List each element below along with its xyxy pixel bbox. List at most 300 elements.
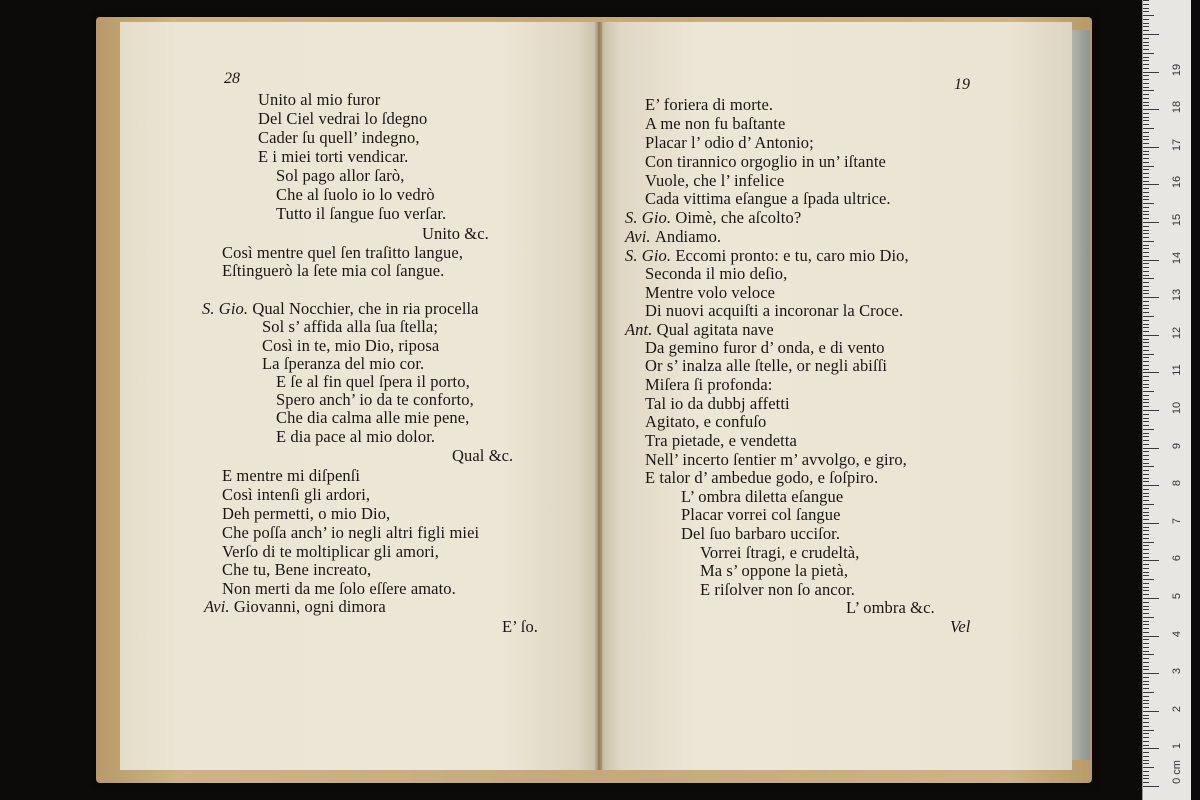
ruler-tick xyxy=(1143,737,1149,738)
ruler-tick xyxy=(1143,68,1149,69)
left-page-text-line xyxy=(222,467,360,485)
left-page-text-line xyxy=(258,91,380,109)
ruler-tick xyxy=(1143,730,1154,731)
ruler-label: 1 xyxy=(1171,743,1183,750)
verse-text: Miſera ſi profonda: xyxy=(645,375,773,394)
right-page-text-line xyxy=(645,284,775,302)
ruler-tick xyxy=(1143,688,1149,689)
ruler-tick xyxy=(1143,320,1149,321)
verse-text: E ſe al fin quel ſpera il porto, xyxy=(276,372,470,391)
speaker-label: S. Gio. xyxy=(625,246,676,265)
ruler-tick xyxy=(1143,418,1149,419)
ruler-tick xyxy=(1143,444,1149,445)
ruler-tick xyxy=(1143,557,1149,558)
ruler-tick xyxy=(1143,778,1149,779)
right-page-text-line xyxy=(645,302,903,320)
ruler-tick xyxy=(1143,196,1149,197)
ruler-tick xyxy=(1143,572,1149,573)
ruler-tick xyxy=(1143,203,1154,204)
ruler-tick xyxy=(1143,26,1149,27)
left-page-text-line xyxy=(452,447,513,465)
ruler-tick xyxy=(1143,60,1149,61)
ruler-tick xyxy=(1143,271,1149,272)
ruler-tick xyxy=(1143,147,1159,148)
ruler-label: 15 xyxy=(1171,213,1183,227)
ruler-tick xyxy=(1143,545,1149,546)
ruler-tick xyxy=(1143,609,1149,610)
ruler-tick xyxy=(1143,519,1149,520)
left-page-text-line xyxy=(202,300,479,318)
left-catchword: E’ ſo. xyxy=(502,617,539,636)
ruler-label: 11 xyxy=(1171,364,1183,377)
ruler-tick xyxy=(1143,357,1149,358)
speaker-label: Avi. xyxy=(204,597,234,616)
ruler-tick xyxy=(1143,410,1159,411)
ruler-tick xyxy=(1143,583,1149,584)
ruler-tick xyxy=(1143,331,1149,332)
ruler-tick xyxy=(1143,38,1149,39)
ruler-tick xyxy=(1143,530,1149,531)
ruler-tick xyxy=(1143,745,1149,746)
ruler-tick xyxy=(1143,199,1149,200)
left-page-text-line xyxy=(262,355,424,373)
right-page-text-line xyxy=(700,562,848,580)
ruler-tick xyxy=(1143,53,1154,54)
verse-text: Che dia calma alle mie pene, xyxy=(276,408,470,427)
ruler-tick xyxy=(1143,455,1149,456)
ruler-tick xyxy=(1143,485,1159,486)
ruler-tick xyxy=(1143,436,1149,437)
ruler-tick xyxy=(1143,94,1149,95)
ruler-tick xyxy=(1143,496,1149,497)
right-page-text-line xyxy=(645,265,787,283)
ruler-tick xyxy=(1143,666,1149,667)
ruler-label: 19 xyxy=(1171,63,1183,76)
ruler-tick xyxy=(1143,542,1154,543)
verse-text: L’ ombra &c. xyxy=(846,598,935,617)
ruler-tick xyxy=(1143,158,1149,159)
left-page-text-line xyxy=(276,167,404,185)
ruler-tick xyxy=(1143,715,1149,716)
ruler-label: 2 xyxy=(1171,705,1183,712)
ruler-tick xyxy=(1143,87,1149,88)
right-page-text-line xyxy=(645,115,785,133)
ruler-tick xyxy=(1143,15,1154,16)
ruler-tick xyxy=(1143,327,1149,328)
left-page-text-line xyxy=(222,580,456,598)
ruler-tick xyxy=(1143,399,1149,400)
ruler-tick xyxy=(1143,211,1149,212)
verse-text: E i miei torti vendicar. xyxy=(258,147,409,166)
right-page-text-line xyxy=(645,357,887,375)
ruler-tick xyxy=(1143,143,1149,144)
left-page-text-line xyxy=(222,543,439,561)
ruler-tick xyxy=(1143,184,1159,185)
ruler-label: 5 xyxy=(1171,592,1183,600)
ruler-tick xyxy=(1143,696,1149,697)
ruler-tick xyxy=(1143,639,1149,640)
ruler-tick xyxy=(1143,286,1149,287)
ruler-tick xyxy=(1143,654,1154,655)
ruler-tick xyxy=(1143,177,1149,178)
ruler-tick xyxy=(1143,711,1159,712)
ruler-tick xyxy=(1143,613,1149,614)
ruler-tick xyxy=(1143,474,1149,475)
right-page-text-line xyxy=(645,96,773,114)
ruler-tick xyxy=(1143,587,1149,588)
ruler-tick xyxy=(1143,647,1149,648)
ruler-tick xyxy=(1143,214,1149,215)
ruler-tick xyxy=(1143,57,1149,58)
verse-text: Unito al mio furor xyxy=(258,90,381,109)
ruler-tick xyxy=(1143,293,1149,294)
ruler-label: 6 xyxy=(1171,555,1183,562)
right-page-text-line xyxy=(645,432,797,450)
ruler-tick xyxy=(1143,553,1149,554)
ruler-tick xyxy=(1143,305,1149,306)
ruler-tick xyxy=(1143,515,1149,516)
ruler-tick xyxy=(1143,278,1154,279)
ruler-tick xyxy=(1143,429,1154,430)
verse-text: Unito &c. xyxy=(422,224,489,243)
verse-text: Qual &c. xyxy=(452,446,514,465)
ruler-tick xyxy=(1143,151,1149,152)
ruler-tick xyxy=(1143,79,1149,80)
ruler-tick xyxy=(1143,230,1149,231)
right-page-text-line xyxy=(645,190,891,208)
ruler-tick xyxy=(1143,117,1149,118)
ruler-tick xyxy=(1143,433,1149,434)
ruler-tick xyxy=(1143,767,1154,768)
ruler-tick xyxy=(1143,365,1149,366)
ruler-tick xyxy=(1143,380,1149,381)
right-page-text-line xyxy=(625,228,721,246)
ruler-tick xyxy=(1143,218,1149,219)
ruler-tick xyxy=(1143,534,1149,535)
ruler-tick xyxy=(1143,34,1159,35)
left-page-text-line xyxy=(276,186,435,204)
measurement-ruler xyxy=(1142,0,1191,800)
ruler-tick xyxy=(1143,275,1149,276)
verse-text: Vorrei ſtragi, e crudeltà, xyxy=(700,543,860,562)
ruler-tick xyxy=(1143,606,1149,607)
verse-text: Oimè, che aſcolto? xyxy=(675,208,802,227)
ruler-tick xyxy=(1143,402,1149,403)
ruler-tick xyxy=(1143,782,1149,783)
left-page-text-line xyxy=(222,505,390,523)
verse-text: Sol s’ affida alla ſua ſtella; xyxy=(262,317,439,336)
speaker-label: Ant. xyxy=(625,320,657,339)
ruler-tick xyxy=(1143,267,1149,268)
ruler-tick xyxy=(1143,560,1159,561)
ruler-label: 18 xyxy=(1171,101,1183,114)
ruler-label: 17 xyxy=(1171,138,1183,151)
ruler-tick xyxy=(1143,350,1149,351)
ruler-tick xyxy=(1143,11,1149,12)
ruler-tick xyxy=(1143,391,1154,392)
ruler-tick xyxy=(1143,523,1159,524)
left-page-text-line xyxy=(222,561,371,579)
ruler-tick xyxy=(1143,372,1159,373)
ruler-tick xyxy=(1143,105,1149,106)
ruler-tick xyxy=(1143,301,1149,302)
verse-text: Deh permetti, o mio Dio, xyxy=(222,504,391,523)
ruler-tick xyxy=(1143,346,1149,347)
verse-text: Mentre volo veloce xyxy=(645,283,776,302)
ruler-tick xyxy=(1143,207,1149,208)
verse-text: Del ſuo barbaro ucciſor. xyxy=(681,524,841,543)
ruler-tick xyxy=(1143,342,1149,343)
verse-text: Qual agitata nave xyxy=(656,320,774,339)
right-page-text-line xyxy=(625,247,909,265)
ruler-tick xyxy=(1143,684,1149,685)
verse-text: Che al ſuolo io lo vedrò xyxy=(276,185,435,204)
ruler-tick xyxy=(1143,621,1149,622)
ruler-tick xyxy=(1143,448,1159,449)
ruler-tick xyxy=(1143,756,1149,757)
verse-text: Andiamo. xyxy=(654,227,722,246)
ruler-tick xyxy=(1143,760,1149,761)
left-page-text-line xyxy=(222,262,444,280)
left-page-text-line xyxy=(258,148,408,166)
ruler-tick xyxy=(1143,312,1149,313)
left-page-text-line xyxy=(276,391,474,409)
ruler-tick xyxy=(1143,128,1154,129)
ruler-tick xyxy=(1143,504,1154,505)
verse-text: Cada vittima eſangue a ſpada ultrice. xyxy=(645,189,891,208)
ruler-tick xyxy=(1143,248,1149,249)
right-page-text-line xyxy=(645,339,885,357)
right-page-text-line xyxy=(645,172,784,190)
ruler-tick xyxy=(1143,124,1149,125)
ruler-tick xyxy=(1143,192,1149,193)
ruler-tick xyxy=(1143,83,1149,84)
verse-text: La ſperanza del mio cor. xyxy=(262,354,425,373)
ruler-tick xyxy=(1143,282,1149,283)
ruler-label: 7 xyxy=(1171,517,1183,524)
ruler-tick xyxy=(1143,527,1149,528)
left-page-number: 28 xyxy=(224,70,240,87)
right-catchword: Vel xyxy=(950,617,971,636)
ruler-tick xyxy=(1143,752,1149,753)
ruler-tick xyxy=(1143,538,1149,539)
ruler-tick xyxy=(1143,478,1149,479)
ruler-tick xyxy=(1143,324,1149,325)
ruler-tick xyxy=(1143,169,1149,170)
ruler-tick xyxy=(1143,233,1149,234)
ruler-tick xyxy=(1143,98,1149,99)
ruler-tick xyxy=(1143,673,1159,674)
ruler-tick xyxy=(1143,681,1149,682)
right-page-text-line xyxy=(645,153,886,171)
ruler-tick xyxy=(1143,512,1149,513)
ruler-tick xyxy=(1143,132,1149,133)
right-page-text-line xyxy=(700,544,859,562)
verse-text: Sol pago allor ſarò, xyxy=(276,166,405,185)
ruler-tick xyxy=(1143,598,1159,599)
ruler-tick xyxy=(1143,628,1149,629)
ruler-tick xyxy=(1143,387,1149,388)
ruler-tick xyxy=(1143,500,1149,501)
left-page-text-line xyxy=(276,205,446,223)
ruler-tick xyxy=(1143,241,1154,242)
ruler-tick xyxy=(1143,481,1149,482)
ruler-tick xyxy=(1143,662,1149,663)
ruler-tick xyxy=(1143,493,1149,494)
verse-text: Placar vorrei col ſangue xyxy=(681,505,841,524)
ruler-tick xyxy=(1143,23,1149,24)
ruler-tick xyxy=(1143,425,1149,426)
ruler-tick xyxy=(1143,173,1149,174)
verse-text: Non merti da me ſolo eſſere amato. xyxy=(222,579,456,598)
right-page-text-line xyxy=(681,525,840,543)
right-page-text-line xyxy=(645,134,814,152)
ruler-tick xyxy=(1143,49,1149,50)
ruler-tick xyxy=(1143,463,1149,464)
ruler-label: 9 xyxy=(1171,442,1183,449)
ruler-tick xyxy=(1143,4,1149,5)
verse-text: Seconda il mio deſio, xyxy=(645,264,788,283)
right-page-text-line xyxy=(846,599,935,617)
left-page-text-line xyxy=(262,337,439,355)
right-page-text-line xyxy=(645,395,790,413)
verse-text: Che poſſa anch’ io negli altri figli miei xyxy=(222,523,480,542)
right-page-text-line xyxy=(645,413,766,431)
verse-text: Placar l’ odio d’ Antonio; xyxy=(645,133,814,152)
ruler-label: 3 xyxy=(1171,668,1183,675)
ruler-tick xyxy=(1143,181,1149,182)
ruler-tick xyxy=(1143,549,1149,550)
right-page-text-line xyxy=(625,321,774,339)
ruler-tick xyxy=(1143,0,1149,1)
right-page-text-line xyxy=(625,209,801,227)
ruler-tick xyxy=(1143,575,1149,576)
verse-text: Da gemino furor d’ onda, e di vento xyxy=(645,338,885,357)
ruler-tick xyxy=(1143,376,1149,377)
verse-text: Così in te, mio Dio, riposa xyxy=(262,336,440,355)
ruler-tick xyxy=(1143,568,1149,569)
verse-text: Nell’ incerto ſentier m’ avvolgo, e giro, xyxy=(645,450,907,469)
ruler-tick xyxy=(1143,564,1149,565)
verse-text: Ma s’ oppone la pietà, xyxy=(700,561,849,580)
ruler-tick xyxy=(1143,136,1149,137)
ruler-tick xyxy=(1143,590,1149,591)
ruler-tick xyxy=(1143,718,1149,719)
ruler-tick xyxy=(1143,252,1149,253)
ruler-tick xyxy=(1143,188,1149,189)
ruler-tick xyxy=(1143,335,1159,336)
ruler-tick xyxy=(1143,384,1149,385)
verse-text: Con tirannico orgoglio in un’ iſtante xyxy=(645,152,886,171)
ruler-tick xyxy=(1143,508,1149,509)
ruler-tick xyxy=(1143,658,1149,659)
ruler-tick xyxy=(1143,677,1149,678)
ruler-tick xyxy=(1143,624,1149,625)
ruler-tick xyxy=(1143,421,1149,422)
verse-text: A me non fu baſtante xyxy=(645,114,786,133)
ruler-tick xyxy=(1143,237,1149,238)
ruler-tick xyxy=(1143,602,1149,603)
left-page-text-line xyxy=(222,524,479,542)
ruler-tick xyxy=(1143,643,1149,644)
ruler-tick xyxy=(1143,226,1149,227)
verse-text: E mentre mi diſpenſi xyxy=(222,466,361,485)
verse-text: E’ foriera di morte. xyxy=(645,95,774,114)
ruler-tick xyxy=(1143,763,1149,764)
verse-text: Tal io da dubbj affetti xyxy=(645,394,790,413)
right-page-text-line xyxy=(681,488,843,506)
speaker-label: Avi. xyxy=(625,227,655,246)
ruler-tick xyxy=(1143,440,1149,441)
ruler-tick xyxy=(1143,361,1149,362)
ruler-tick xyxy=(1143,741,1149,742)
verse-text: Or s’ inalza alle ſtelle, or negli abiſſi xyxy=(645,356,888,375)
ruler-tick xyxy=(1143,90,1154,91)
verse-text: Eſtinguerò la ſete mia col ſangue. xyxy=(222,261,445,280)
ruler-tick xyxy=(1143,617,1154,618)
left-page-text-line xyxy=(222,244,463,262)
ruler-label: 0 cm xyxy=(1171,760,1183,784)
left-page-text-line xyxy=(276,409,469,427)
verse-text: L’ ombra diletta eſangue xyxy=(681,487,844,506)
verse-text: E riſolver non ſo ancor. xyxy=(700,580,855,599)
ruler-tick xyxy=(1143,263,1149,264)
ruler-label: 14 xyxy=(1171,251,1183,264)
ruler-tick xyxy=(1143,459,1149,460)
verse-text: Che tu, Bene increato, xyxy=(222,560,372,579)
verse-text: E dia pace al mio dolor. xyxy=(276,427,436,446)
book-gutter xyxy=(594,22,604,770)
ruler-tick xyxy=(1143,700,1149,701)
ruler-tick xyxy=(1143,256,1149,257)
right-page-text-line xyxy=(645,451,907,469)
verse-text: E talor d’ ambedue godo, e ſoſpiro. xyxy=(645,468,879,487)
ruler-label: 8 xyxy=(1171,480,1183,487)
verse-text: Qual Nocchier, che in ria procella xyxy=(252,299,479,318)
left-page-text-line xyxy=(262,318,438,336)
ruler-tick xyxy=(1143,771,1149,772)
verse-text: Eccomi pronto: e tu, caro mio Dio, xyxy=(675,246,909,265)
verse-text: Del Ciel vedrai lo ſdegno xyxy=(258,109,428,128)
ruler-tick xyxy=(1143,8,1149,9)
left-page-text-line xyxy=(276,373,470,391)
ruler-tick xyxy=(1143,42,1149,43)
ruler-tick xyxy=(1143,120,1149,121)
ruler-tick xyxy=(1143,102,1149,103)
ruler-tick xyxy=(1143,636,1159,637)
right-page-text-line xyxy=(645,376,772,394)
ruler-tick xyxy=(1143,30,1149,31)
left-page-text-line xyxy=(422,225,489,243)
ruler-tick xyxy=(1143,109,1159,110)
ruler-tick xyxy=(1143,64,1149,65)
verse-text: Tutto il ſangue ſuo verſar. xyxy=(276,204,447,223)
ruler-tick xyxy=(1143,72,1159,73)
ruler-tick xyxy=(1143,470,1149,471)
ruler-label: 10 xyxy=(1171,401,1183,415)
verse-text: Agitato, e confuſo xyxy=(645,412,767,431)
ruler-tick xyxy=(1143,162,1149,163)
speaker-label: S. Gio. xyxy=(625,208,676,227)
ruler-tick xyxy=(1143,166,1154,167)
ruler-tick xyxy=(1143,75,1149,76)
ruler-tick xyxy=(1143,594,1149,595)
ruler-tick xyxy=(1143,726,1149,727)
ruler-tick xyxy=(1143,316,1154,317)
ruler-tick xyxy=(1143,466,1154,467)
verse-text: Così mentre quel ſen traſitto langue, xyxy=(222,243,464,262)
ruler-tick xyxy=(1143,308,1149,309)
